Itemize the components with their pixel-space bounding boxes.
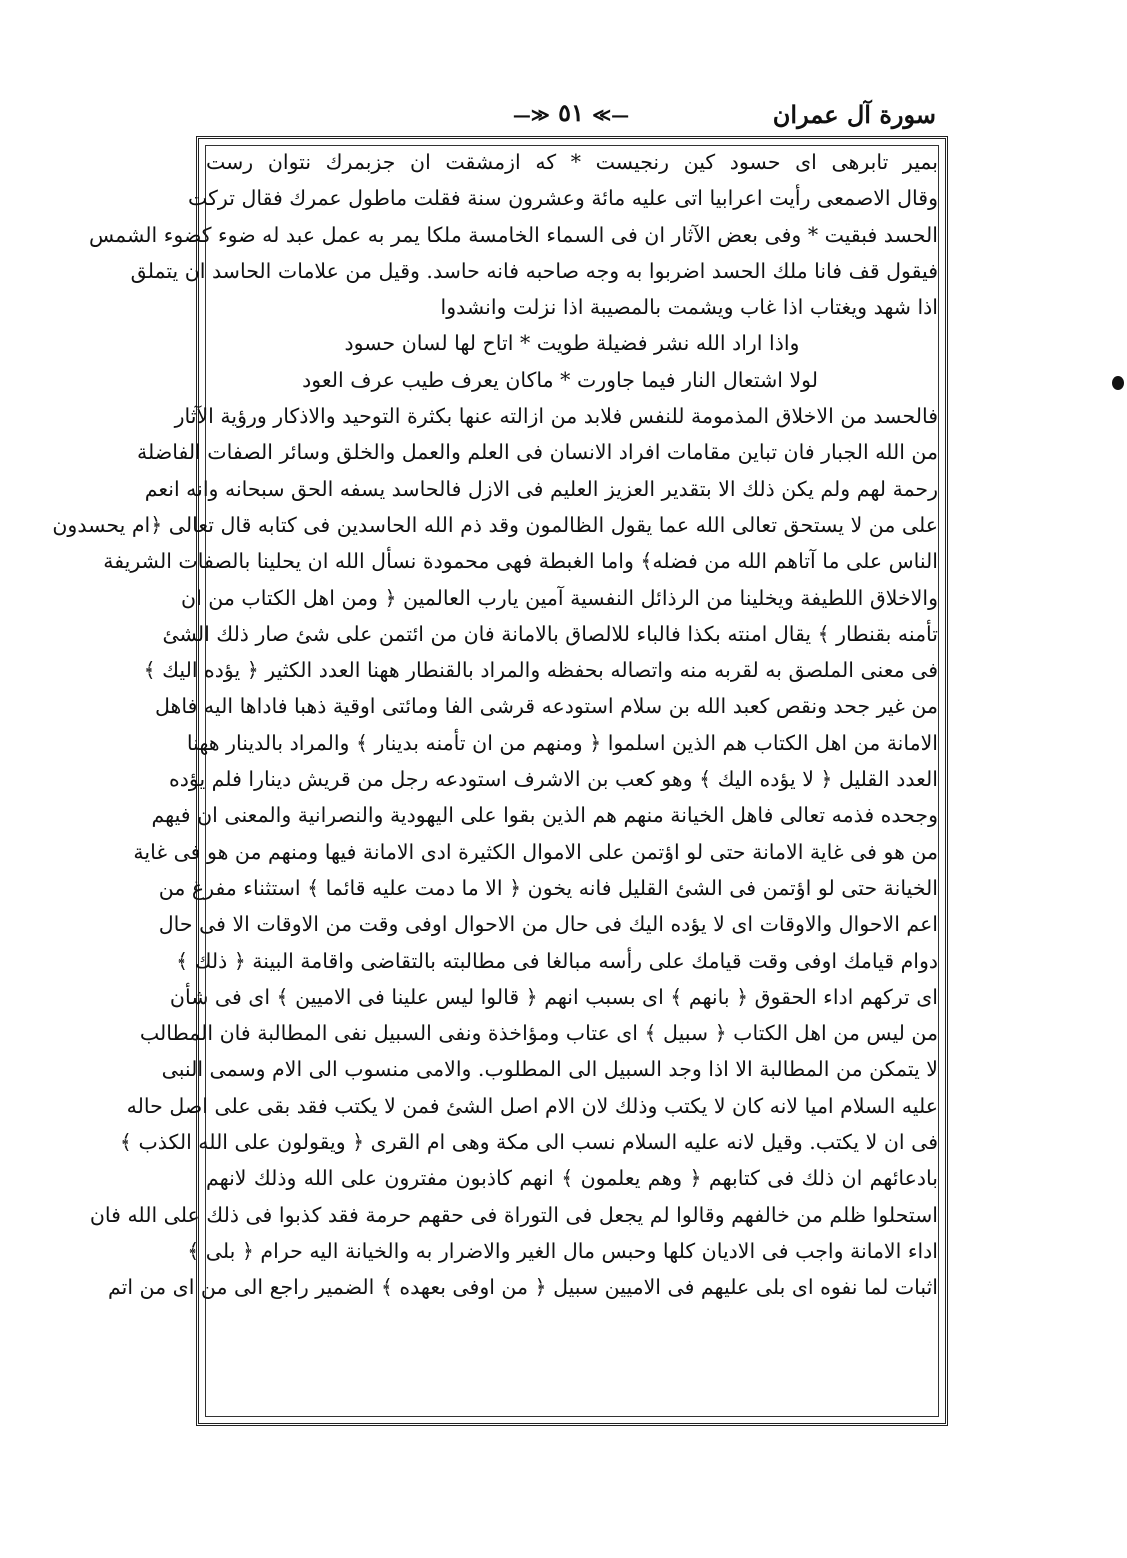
text-line: دوام قيامك اوفى وقت قيامك على رأسه مبالغا فى مطالبته بالتقاضى واقامة البينة ﴿ ذلك ﴾ bbox=[176, 948, 938, 973]
text-line: على من لا يستحق تعالى الله عما يقول الظالمون وقد ذم الله الحاسدين فى كتابه قال تعالى ﴿ام يحسدون bbox=[52, 512, 938, 537]
ornament-right-icon: ≪— bbox=[592, 105, 630, 126]
text-line: العدد القليل ﴿ لا يؤده اليك ﴾ وهو كعب بن الاشرف استودعه رجل من قريش دينارا فلم يؤده bbox=[168, 767, 938, 792]
poem-verse-line: لولا اشتعال النار فيما جاورت * ماكان يعرف طيب عرف العود bbox=[302, 367, 818, 392]
poem-verse-line: واذا اراد الله نشر فضيلة طويت * اتاح لها لسان حسود bbox=[344, 331, 800, 356]
text-line: وقال الاصمعی رأيت اعرابيا اتى عليه مائة وعشرون سنة فقلت ماطول عمرك فقال تركت bbox=[188, 186, 938, 211]
text-line: عليه السلام اميا لانه كان لا يكتب وذلك لان الام اصل الشئ فمن لا يكتب فقد بقى على اصل حاله bbox=[126, 1093, 938, 1118]
text-line: فالحسد من الاخلاق المذمومة للنفس فلابد من ازالته عنها بكثرة التوحيد والاذكار ورؤية الآثار bbox=[174, 404, 938, 429]
page-header bbox=[196, 96, 946, 136]
page-number: ٥١ bbox=[558, 98, 584, 127]
text-line: الناس على ما آتاهم الله من فضله﴾ واما الغبطة فهى محمودة نسأل الله ان يحلينا بالصفات الشريفة bbox=[103, 549, 938, 574]
text-line: بمیر تابرهی ای حسود کین رنجیست * که ازمشقت ان جزبمرك نتوان رست bbox=[206, 150, 938, 174]
text-line: والاخلاق اللطيفة ويخلينا من الرذائل النفسية آمين يارب العالمين ﴿ ومن اهل الكتاب من ان bbox=[181, 585, 938, 610]
text-line: فيقول قف فانا ملك الحسد اضربوا به وجه صاحبه فانه حاسد. وقيل من علامات الحاسد ان يتملق bbox=[130, 258, 938, 283]
text-line: اعم الاحوال والاوقات اى لا يؤده اليك فى حال من الاحوال اوفى وقت من الاوقات الا فى حال bbox=[158, 912, 938, 937]
text-line: لا يتمكن من المطالبة الا اذا وجد السبيل الى المطلوب. والامى منسوب الى الام وسمى النبى bbox=[161, 1057, 938, 1082]
page-number-group bbox=[513, 98, 629, 127]
text-line: فى معنى الملصق به لقربه منه واتصاله بحفظه والمراد بالقنطار ههنا العدد الكثير ﴿ يؤده اليك ﴾ bbox=[143, 658, 938, 683]
text-line: فى ان لا يكتب. وقيل لانه عليه السلام نسب الى مكة وهى ام القرى ﴿ ويقولون على الله الكذب ﴾ bbox=[119, 1130, 938, 1155]
text-line: الحسد فبقيت * وفى بعض الآثار ان فى السماء الخامسة ملكا يمر به عمل عبد له ضوء كضوء الشمس bbox=[89, 222, 938, 247]
text-line: من ليس من اهل الكتاب ﴿ سبيل ﴾ اى عتاب ومؤاخذة ونفى السبيل نفى المطالبة فان المطالب bbox=[139, 1021, 938, 1046]
text-line: تأمنه بقنطار ﴾ يقال امنته بكذا فالباء للالصاق بالامانة فان من ائتمن على شئ صار ذلك الشئ bbox=[162, 621, 938, 646]
text-line: من الله الجبار فان تباين مقامات افراد الانسان فى العلم والعمل والخلق وسائر الصفات الفاضلة bbox=[137, 440, 938, 465]
text-line: من هو فى غاية الامانة حتى لو اؤتمن على الاموال الكثيرة ادى الامانة فيها ومنهم من هو فى غاية bbox=[133, 839, 938, 864]
text-line: رحمة لهم ولم يكن ذلك الا بتقدير العزيز العليم فى الازل فالحاسد يسفه الحق سبحانه وانه انعم bbox=[144, 476, 938, 501]
ink-speck bbox=[1112, 376, 1124, 390]
surah-title: سورة آل عمران bbox=[772, 100, 936, 129]
text-line: بادعائهم ان ذلك فى كتابهم ﴿ وهم يعلمون ﴾ انهم كاذبون مفترون على الله وذلك لانهم bbox=[206, 1166, 938, 1191]
text-line: الخيانة حتى لو اؤتمن فى الشئ القليل فانه يخون ﴿ الا ما دمت عليه قائما ﴾ استثناء مفرغ من bbox=[158, 875, 938, 900]
page-body-text bbox=[52, 144, 938, 1306]
text-line: اداء الامانة واجب فى الاديان كلها وحبس مال الغير والاضرار به والخيانة اليه حرام ﴿ بلى ﴾ bbox=[187, 1238, 938, 1263]
text-line: الامانة من اهل الكتاب هم الذين اسلموا ﴿ ومنهم من ان تأمنه بدينار ﴾ والمراد بالدينار ههنا bbox=[186, 730, 938, 755]
text-line: استحلوا ظلم من خالفهم وقالوا لم يجعل فى التوراة فى حقهم حرمة فقد كذبوا فى ذلك على الله فان bbox=[89, 1202, 938, 1227]
text-line: من غير جحد ونقص كعبد الله بن سلام استودعه قرشى الفا ومائتى اوقية ذهبا فاداها اليه فاهل bbox=[155, 694, 938, 719]
ornament-left-icon: —≫ bbox=[512, 105, 550, 126]
text-line: اذا شهد ويغتاب اذا غاب ويشمت بالمصيبة اذا نزلت وانشدوا bbox=[440, 295, 938, 320]
text-line: وجحده فذمه تعالى فاهل الخيانة منهم هم الذين بقوا على اليهودية والنصرانية والمعنى ان فيهم bbox=[151, 803, 938, 828]
text-line: اثبات لما نفوه اى بلى عليهم فى الاميين سبيل ﴿ من اوفى بعهده ﴾ الضمير راجع الى من اى من اتم bbox=[108, 1275, 938, 1300]
text-line: اى تركهم اداء الحقوق ﴿ بانهم ﴾ اى بسبب انهم ﴿ قالوا ليس علينا فى الاميين ﴾ اى فى شأن bbox=[169, 984, 938, 1009]
